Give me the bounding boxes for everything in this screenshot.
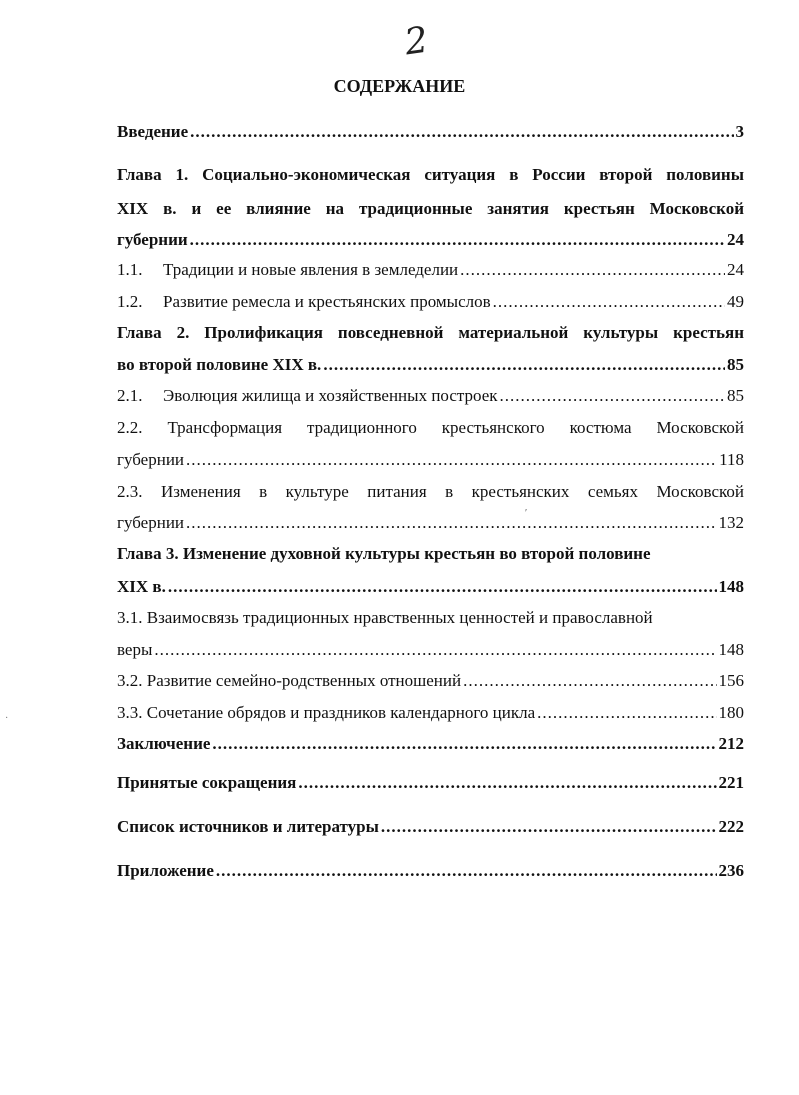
toc-label: Введение — [117, 122, 189, 141]
leader-dots — [298, 771, 716, 795]
leader-dots — [323, 353, 725, 377]
leader-dots — [537, 701, 716, 725]
toc-entry-2-3-line1: 2.3. Изменения в культуре питания в крестьянских семьях Московской — [117, 482, 744, 501]
toc-label: 1.2. Развитие ремесла и крестьянских промыслов — [117, 292, 491, 311]
toc-entry-2-1 — [117, 384, 744, 408]
toc-label: 3.2. Развитие семейно-родственных отношений — [117, 671, 462, 690]
toc-entry-intro — [117, 120, 744, 144]
toc-label: губернии — [117, 513, 185, 532]
handwritten-page-number: 2 — [402, 19, 431, 64]
toc-entry-chapter1 — [117, 228, 744, 252]
toc-label: во второй половине XIX в. — [117, 355, 322, 374]
toc-entry-3-3 — [117, 701, 744, 725]
toc-label: веры — [117, 640, 153, 659]
toc-page: 118 — [719, 450, 744, 469]
leader-dots — [381, 815, 717, 839]
toc-label: Принятые сокращения — [117, 773, 297, 792]
leader-dots — [500, 384, 725, 408]
scan-speck: · — [5, 713, 9, 724]
leader-dots — [186, 448, 717, 472]
leader-dots — [493, 290, 725, 314]
toc-entry-2-2 — [117, 448, 744, 472]
toc-label: 1.1. Традиции и новые явления в земледелии — [117, 260, 459, 279]
toc-page: 236 — [718, 861, 744, 880]
scan-speck: ′ — [525, 508, 528, 519]
toc-page: 221 — [718, 773, 744, 792]
toc-entry-abbreviations — [117, 771, 744, 795]
toc-label: губернии — [117, 230, 188, 249]
toc-label: губернии — [117, 450, 185, 469]
toc-entry-2-3 — [117, 511, 744, 535]
toc-chapter1-line1: Глава 1. Социально-экономическая ситуация в России второй половины — [117, 165, 744, 184]
toc-entry-3-1 — [117, 638, 744, 662]
toc-entry-3-1-line1: 3.1. Взаимосвязь традиционных нравственных ценностей и православной — [117, 608, 653, 627]
toc-chapter3-line1: Глава 3. Изменение духовной культуры крестьян во второй половине — [117, 544, 651, 563]
toc-page: 3 — [735, 122, 744, 141]
toc-entry-sources — [117, 815, 744, 839]
toc-page: 156 — [718, 671, 744, 690]
leader-dots — [212, 732, 716, 756]
leader-dots — [460, 258, 725, 282]
toc-entry-1-2 — [117, 290, 744, 314]
toc-page: 212 — [718, 734, 744, 753]
toc-label: 2.1. Эволюция жилища и хозяйственных построек — [117, 386, 498, 405]
toc-page: 148 — [718, 640, 744, 659]
toc-chapter1-line2: XIX в. и ее влияние на традиционные занятия крестьян Московской — [117, 199, 744, 218]
toc-entry-conclusion — [117, 732, 744, 756]
toc-label: 3.3. Сочетание обрядов и праздников календарного цикла — [117, 703, 536, 722]
toc-entry-chapter3 — [117, 575, 744, 599]
leader-dots — [463, 669, 716, 693]
leader-dots — [154, 638, 716, 662]
leader-dots — [190, 120, 733, 144]
toc-label: Заключение — [117, 734, 211, 753]
toc-entry-appendix — [117, 859, 744, 883]
toc-entry-1-1 — [117, 258, 744, 282]
leader-dots — [216, 859, 717, 883]
toc-page: 24 — [727, 230, 744, 249]
toc-page: 85 — [727, 386, 744, 405]
toc-label: Список источников и литературы — [117, 817, 379, 836]
toc-page: 132 — [718, 513, 744, 532]
toc-page: 49 — [727, 292, 744, 311]
toc-page: 85 — [727, 355, 744, 374]
toc-page: 222 — [718, 817, 744, 836]
toc-entry-2-2-line1: 2.2. Трансформация традиционного крестьянского костюма Московской — [117, 418, 744, 437]
toc-page: 24 — [727, 260, 744, 279]
toc-page: 148 — [718, 577, 744, 596]
toc-chapter2-line1: Глава 2. Пролификация повседневной материальной культуры крестьян — [117, 323, 744, 342]
leader-dots — [186, 511, 716, 535]
leader-dots — [168, 575, 717, 599]
page-title: СОДЕРЖАНИЕ — [333, 76, 466, 96]
toc-page: 180 — [718, 703, 744, 722]
toc-label: Приложение — [117, 861, 214, 880]
toc-entry-chapter2 — [117, 353, 744, 377]
toc-label: XIX в. — [117, 577, 166, 596]
toc-entry-3-2 — [117, 669, 744, 693]
leader-dots — [190, 228, 725, 252]
